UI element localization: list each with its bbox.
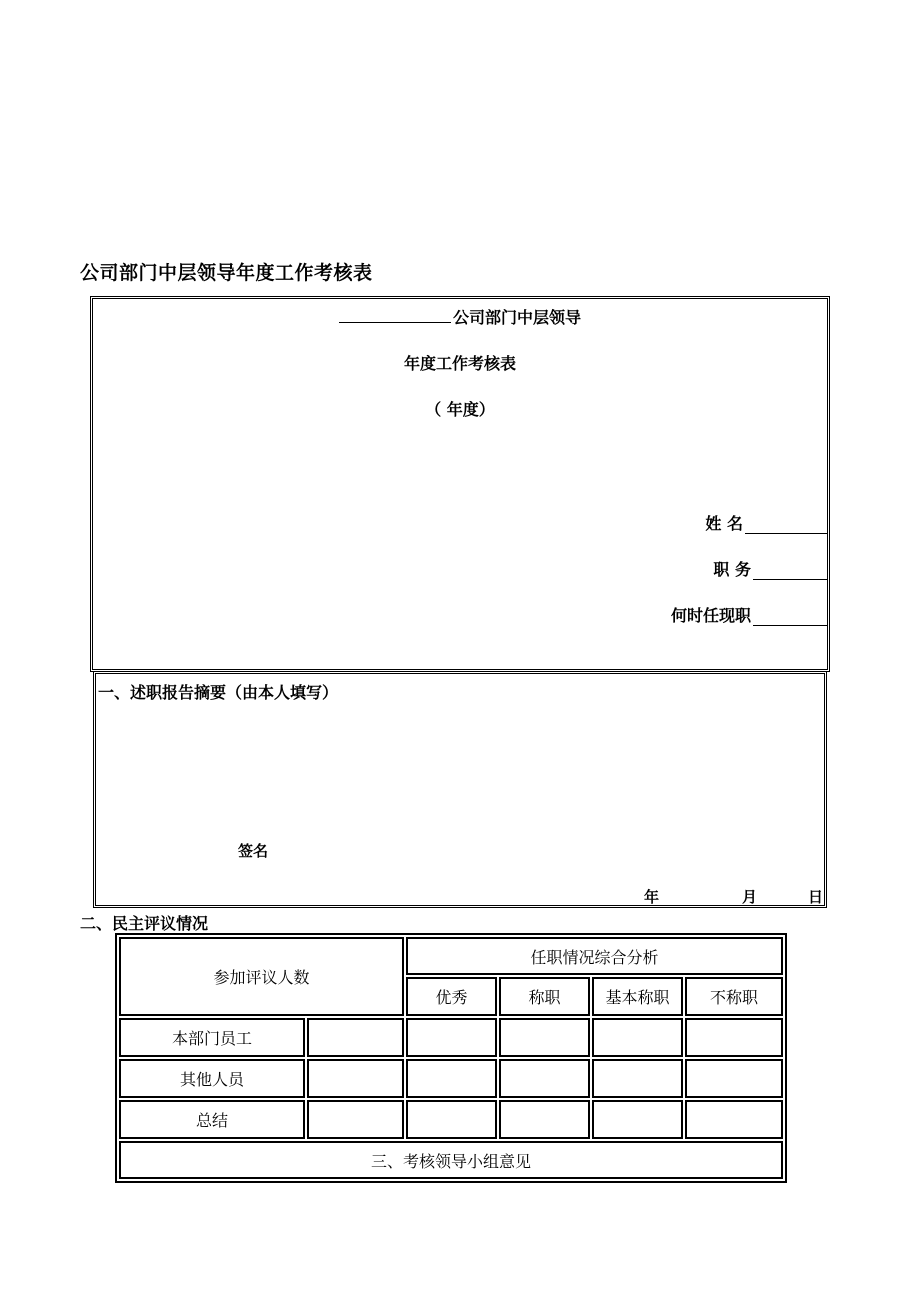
row-label: 本部门员工 (119, 1018, 305, 1057)
date-day: 日 (808, 888, 824, 906)
tenure-field (671, 603, 827, 626)
rating-header: 称职 (499, 977, 590, 1016)
row-label: 其他人员 (119, 1059, 305, 1098)
signature-label: 签名 (238, 842, 269, 860)
tenure-input-line[interactable] (753, 609, 827, 626)
row-label: 总结 (119, 1100, 305, 1139)
table-row (119, 1059, 783, 1098)
date-year: 年 (644, 888, 660, 906)
analysis-header: 任职情况综合分析 (406, 937, 783, 975)
table-row (119, 1100, 783, 1139)
cover-line1-text: 公司部门中层领导 (452, 308, 581, 327)
cover-year: （ 年度） (425, 400, 495, 419)
rating-cell[interactable] (592, 1018, 683, 1057)
rating-cell[interactable] (592, 1059, 683, 1098)
name-field (705, 511, 827, 534)
rating-cell[interactable] (406, 1100, 497, 1139)
rating-cell[interactable] (406, 1059, 497, 1098)
name-input-line[interactable] (745, 517, 827, 534)
rating-header: 优秀 (406, 977, 497, 1016)
rating-cell[interactable] (685, 1018, 783, 1057)
rating-header: 不称职 (685, 977, 783, 1016)
section2-title: 二、民主评议情况 (80, 914, 209, 933)
rating-cell[interactable] (685, 1100, 783, 1139)
section3-title: 三、考核领导小组意见 (119, 1141, 783, 1179)
tenure-label: 何时任现职 (670, 606, 751, 625)
count-cell[interactable] (307, 1018, 404, 1057)
position-label: 职 务 (713, 560, 751, 579)
rating-cell[interactable] (499, 1100, 590, 1139)
evaluation-table (115, 933, 787, 1183)
document-title: 公司部门中层领导年度工作考核表 (80, 262, 373, 284)
table-row (119, 1018, 783, 1057)
cover-box (90, 296, 830, 672)
company-name-blank[interactable] (339, 308, 451, 323)
position-field (713, 557, 827, 580)
report-summary-box (93, 671, 827, 908)
name-label: 姓 名 (705, 514, 743, 533)
rating-cell[interactable] (406, 1018, 497, 1057)
rating-cell[interactable] (592, 1100, 683, 1139)
rating-header: 基本称职 (592, 977, 683, 1016)
position-input-line[interactable] (753, 563, 827, 580)
rating-cell[interactable] (685, 1059, 783, 1098)
cover-subtitle: 年度工作考核表 (403, 354, 516, 373)
count-cell[interactable] (307, 1100, 404, 1139)
count-cell[interactable] (307, 1059, 404, 1098)
rating-cell[interactable] (499, 1018, 590, 1057)
participants-header: 参加评议人数 (119, 937, 404, 1016)
date-month: 月 (742, 888, 758, 906)
summary-title: 一、述职报告摘要（由本人填写） (98, 683, 339, 702)
rating-cell[interactable] (499, 1059, 590, 1098)
cover-company-line (93, 305, 827, 328)
